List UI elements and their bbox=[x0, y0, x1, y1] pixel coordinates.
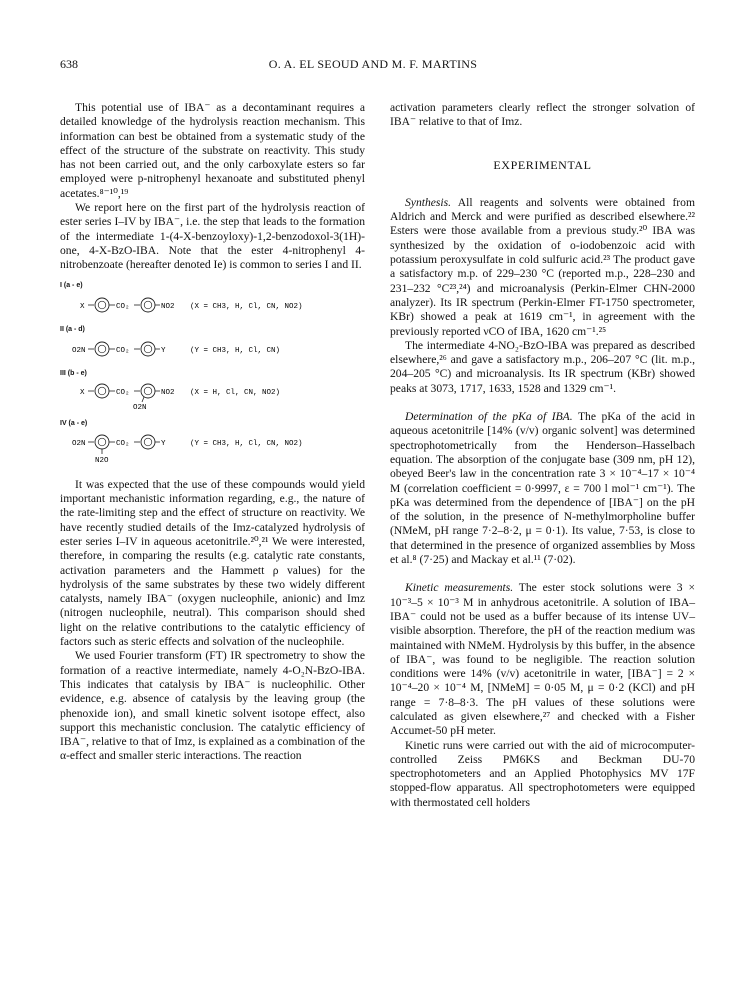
ortho-substituent: N2O bbox=[95, 456, 109, 464]
right-substituent: Y bbox=[161, 347, 166, 356]
intro-paragraph-1: This potential use of IBA⁻ as a decontaminant requires a detailed knowledge of the hydrolysis reaction mechanism. This information can best be obtained from a systematic study of the effect of the structure of the substrate on reactivity. This study has not been carried out, and the only carboxylate esters so far employed were p-nitrophenyl hexanoate and substituted phenyl acetates.⁸⁻¹⁰,¹⁹ bbox=[60, 101, 365, 200]
substituent-note: (X = CH3, H, Cl, CN, NO2) bbox=[190, 302, 303, 311]
svg-text:CO₂: CO₂ bbox=[116, 302, 130, 311]
substituent-note: (Y = CH3, H, Cl, CN) bbox=[190, 347, 281, 356]
right-substituent: NO2 bbox=[161, 302, 175, 311]
kinetics-text: The ester stock solutions were 3 × 10⁻³–5 × 10⁻³ M in anhydrous acetonitrile. A solution of IBA–IBA⁻ could not be used as a buffer because of its intense UV–visible absorption. Therefore, the pH of the reaction medium was maintained with NMeM. Hydrolysis by this buffer, in the absence of IBA⁻, was found to be negligible. The reaction solution conditions were 14% (v/v) acetonitrile in water, [IBA⁻] = 2 × 10⁻⁴–20 × 10⁻⁴ M, [NMeM] = 0·05 M, μ = 0·2 (KCl) and pH range = 7·8–8·3. The pH values of these solutions were calculated as given elsewhere,²⁷ and checked with a Fisher Accumet-50 pH meter. bbox=[390, 581, 695, 738]
benzene-ring-icon bbox=[141, 298, 155, 312]
ortho-substituent: O2N bbox=[133, 404, 147, 412]
series-label: II (a - d) bbox=[60, 325, 85, 333]
running-title: O. A. EL SEOUD AND M. F. MARTINS bbox=[268, 57, 478, 71]
svg-text:CO₂: CO₂ bbox=[116, 439, 130, 448]
kinetic-runs-paragraph: Kinetic runs were carried out with the aid of microcomputer-controlled Zeiss PM6KS and Beckman DU-70 spectrophotometers and an Applied Photophysics MV 17F stopped-flow apparatus. All spectrophotometers were equipped with thermostated cell holders bbox=[390, 738, 695, 809]
series-label: IV (a - e) bbox=[60, 420, 88, 428]
pka-run-in-heading: Determination of the pKa of IBA. bbox=[405, 410, 573, 424]
benzene-ring-icon bbox=[95, 342, 109, 356]
benzene-ring-icon bbox=[141, 342, 155, 356]
benzene-ring-icon bbox=[141, 435, 155, 449]
series-label: III (b - e) bbox=[60, 370, 87, 378]
ester-structures bbox=[60, 279, 365, 464]
intro-paragraph-2: We report here on the first part of the hydrolysis reaction of ester series I–IV by IBA⁻, i.e. the step that leads to the formation of the intermediate 1-(4-X-benzoyloxy)-1,2-benzodoxol-3(1H)-one, 4-X-BzO-IBA. Note that the ester 4-nitrophenyl 4-nitrobenzoate (hereafter denoted Ie) is common to series I and II. bbox=[60, 201, 365, 272]
page-number: 638 bbox=[60, 57, 78, 71]
left-substituent: O2N bbox=[72, 347, 86, 356]
synthesis-run-in-heading: Synthesis. bbox=[405, 195, 452, 209]
intro-paragraph-3: It was expected that the use of these compounds would yield important mechanistic information regarding, e.g., the nature of the rate-limiting step and the effect of structure on reactivity. We have recently studied details of the Imz-catalyzed hydrolysis of ester series I–IV in aqueous acetonitrile.²⁰,²¹ We were interested, therefore, in comparing the results (e.g. catalytic rate constants, activation parameters and the Hammett ρ values) for the hydrolysis of the same substrates by these two widely different catalysts, namely IBA⁻ (oxygen nucleophile, anionic) and Imz (nitrogen nucleophile, neutral). This comparison should shed light on the relative contributions to the catalytic efficiency of factors such as steric effects and solvation of the nucleophile. bbox=[60, 477, 365, 649]
svg-text:CO₂: CO₂ bbox=[116, 347, 130, 356]
left-substituent: X bbox=[80, 389, 85, 398]
series-label: I (a - e) bbox=[60, 281, 83, 289]
right-substituent: NO2 bbox=[161, 389, 175, 398]
section-heading: EXPERIMENTAL bbox=[493, 157, 592, 172]
pka-text: The pKa of the acid in aqueous acetonitrile [14% (v/v) organic solvent] was determined spectrophotometrically from the Henderson–Hasselbach equation. The absorption of the conjugate base (309 nm, pH 12), obeyed Beer's law in the concentration rate 3 × 10⁻⁴–17 × 10⁻⁴ M (correlation coefficient = 0·9997, ε = 700 l mol⁻¹ cm⁻¹). The pKa was determined from the dependence of [IBA⁻] on the pH of the solution, in the presence of N-methylmorpholine buffer (NMeM, pH range 7·2–8·2, μ = 0·1). Its value, 7·53, is close to that determined in the presence of organized assemblies by Moss et al.⁸ (7·25) and Mackay et al.¹¹ (7·02). bbox=[390, 410, 695, 567]
left-substituent: X bbox=[80, 302, 85, 311]
benzene-ring-icon bbox=[95, 298, 109, 312]
structure-series-2 bbox=[60, 337, 365, 361]
intermediate-paragraph: The intermediate 4-NO₂-BzO-IBA was prepared as described elsewhere,²⁶ and gave a satisfactory m.p., 206–207 °C (lit. m.p., 204–205 °C) and microanalysis. Its IR spectrum (KBr) showed peaks at 3073, 1717, 1633, 1528 and 1329 cm⁻¹. bbox=[390, 338, 695, 395]
substituent-note: (Y = CH3, H, Cl, CN, NO2) bbox=[190, 439, 303, 448]
synthesis-paragraph bbox=[390, 196, 695, 339]
structure-series-4 bbox=[60, 432, 365, 464]
substituent-note: (X = H, Cl, CN, NO2) bbox=[190, 389, 281, 398]
right-substituent: Y bbox=[161, 439, 166, 448]
structure-series-1 bbox=[60, 293, 365, 317]
synthesis-text: All reagents and solvents were obtained from Aldrich and Merck and were purified as described elsewhere.²² Esters were those available from a previous study.²⁰ IBA was synthesized by the oxidation of o-iodobenzoic acid with potassium peroxysulfate in cold sulfuric acid.²³ The product gave a satisfactory m.p. of 229–230 °C (reported m.p., 228–230 and 231–232 °C²³,²⁴) and microanalysis (Perkin-Elmer CHN-2000 analyzer). Its IR spectrum (Perkin-Elmer FT-1750 spectrometer, KBr) showed a peak at 1619 cm⁻¹, in agreement with the previously reported νCO of IBA, 1620 cm⁻¹.²⁵ bbox=[390, 195, 695, 338]
continuation-paragraph: activation parameters clearly reflect the stronger solvation of IBA⁻ relative to that of Imz. bbox=[390, 101, 695, 129]
left-column bbox=[60, 101, 365, 764]
benzene-ring-icon bbox=[95, 435, 109, 449]
intro-paragraph-4: We used Fourier transform (FT) IR spectrometry to show the formation of a reactive intermediate, namely 4-O₂N-BzO-IBA. This indicates that catalysis by IBA⁻ is nucleophilic. Other evidence, e.g. absence of catalysis by the leaving group (the phenoxide ion), and small kinetic solvent isotope effect, also support this mechanistic conclusion. The catalytic efficiency of IBA⁻, relative to that of Imz, is explained as a combination of the α-effect and smaller steric interactions. The reaction bbox=[60, 649, 365, 763]
right-column bbox=[390, 101, 695, 810]
structure-series-3 bbox=[60, 381, 365, 411]
benzene-ring-icon bbox=[95, 384, 109, 398]
left-substituent: O2N bbox=[72, 439, 86, 448]
kinetics-paragraph bbox=[390, 581, 695, 738]
pka-paragraph bbox=[390, 410, 695, 567]
svg-text:CO₂: CO₂ bbox=[116, 389, 130, 398]
benzene-ring-icon bbox=[141, 384, 155, 398]
kinetics-run-in-heading: Kinetic measurements. bbox=[405, 581, 514, 595]
